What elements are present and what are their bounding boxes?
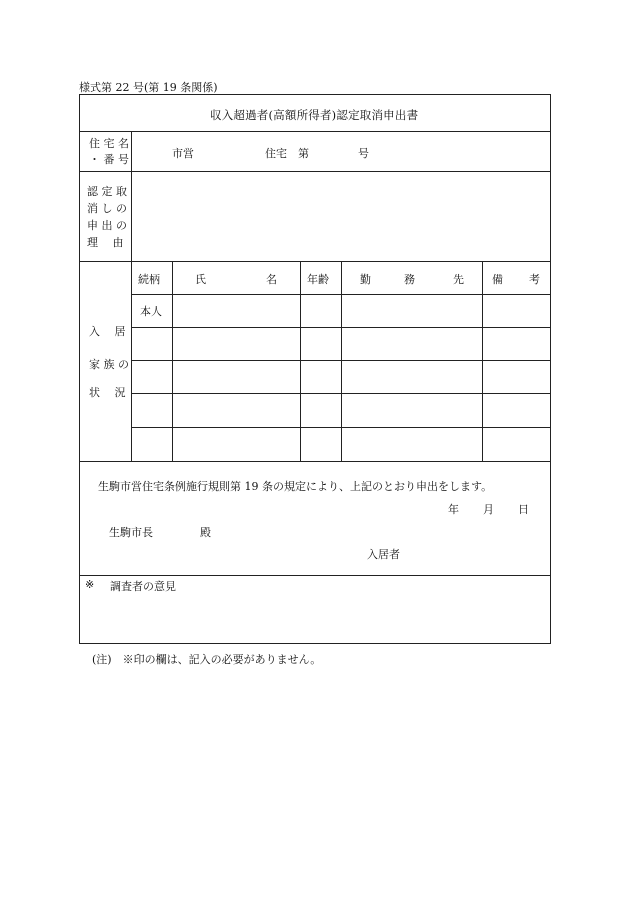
date-year: 年: [448, 503, 459, 516]
inspector-mark: ※: [85, 578, 95, 591]
date-day: 日: [518, 503, 529, 516]
header-name-second: 名: [266, 273, 277, 286]
rule-below-family: [79, 461, 551, 462]
family-label-line3: 状 況: [89, 386, 126, 399]
housing-name-label: 住宅: [265, 147, 287, 160]
reason-input-area[interactable]: [133, 173, 549, 259]
family-col-line: [172, 261, 173, 461]
first-row-relation: 本人: [140, 305, 162, 318]
housing-city-prefix: 市営: [172, 147, 194, 160]
family-col-line: [482, 261, 483, 461]
family-label-line2: 家 族 の: [89, 358, 129, 371]
header-work-2: 務: [404, 273, 415, 286]
family-col-line: [300, 261, 301, 461]
header-age: 年齢: [307, 273, 329, 286]
rule-below-reason: [79, 261, 551, 262]
rule-below-title: [79, 131, 551, 132]
family-label-line1: 入 居: [89, 325, 126, 338]
family-col-line: [341, 261, 342, 461]
header-work-1: 勤: [360, 273, 371, 286]
rule-below-declaration: [79, 575, 551, 576]
header-work-3: 先: [453, 273, 464, 286]
date-month: 月: [483, 503, 494, 516]
header-remarks-2: 考: [529, 273, 540, 286]
housing-number-suffix: 号: [358, 147, 369, 160]
housing-number-prefix: 第: [298, 147, 309, 160]
housing-label: 住 宅 名 ・ 番 号: [89, 137, 129, 166]
header-name-first: 氏: [195, 273, 206, 286]
declaration-statement: 生駒市営住宅条例施行規則第 19 条の規定により、上記のとおり申出をします。: [98, 480, 493, 493]
header-relation: 続柄: [138, 273, 160, 286]
header-remarks-1: 備: [492, 273, 503, 286]
applicant-label: 入居者: [367, 548, 400, 561]
rule-below-housing: [79, 171, 551, 172]
footnote: (注) ※印の欄は、記入の必要がありません。: [92, 653, 322, 666]
inspector-label: 調査者の意見: [110, 580, 176, 593]
label-column-divider: [131, 131, 132, 461]
form-number: 様式第 22 号(第 19 条関係): [79, 81, 218, 94]
reason-label: 認 定 取 消 し の 申 出 の 理 由: [87, 185, 127, 249]
addressee: 生駒市長: [109, 526, 153, 539]
addressee-honorific: 殿: [200, 526, 211, 539]
form-title: 収入超過者(高額所得者)認定取消申出書: [210, 108, 419, 122]
